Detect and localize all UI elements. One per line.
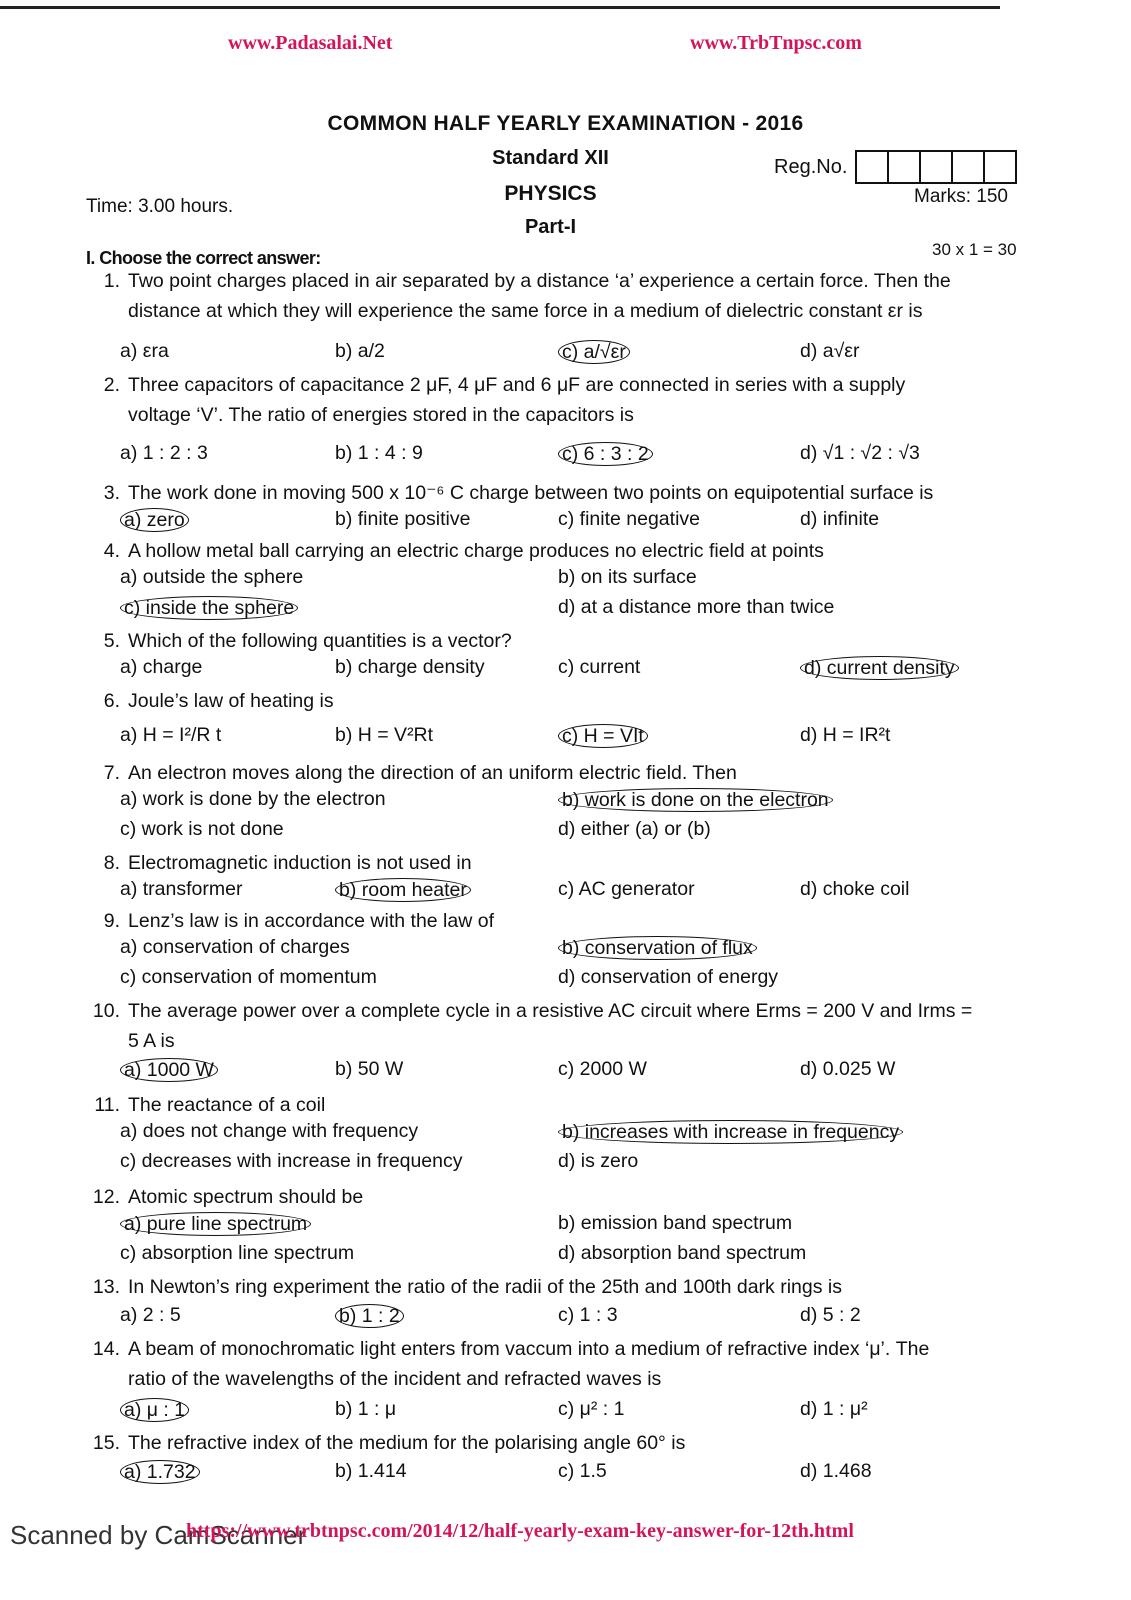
time-label: Time: 3.00 hours. [86, 196, 234, 217]
question-text: In Newton’s ring experiment the ratio of the radii of the 25th and 100th dark rings is [128, 1276, 842, 1298]
question [80, 266, 1040, 326]
reg-boxes [855, 150, 1017, 184]
option-c-selected: c) a/√εr [558, 340, 630, 364]
section-score: 30 x 1 = 30 [932, 240, 1017, 259]
options [120, 340, 1040, 370]
question-number: 15. [92, 1432, 120, 1454]
source-url-link[interactable]: https://www.trbtnpsc.com/2014/12/half-yearly-exam-key-answer-for-12th.html [186, 1520, 854, 1542]
option-d: d) 5 : 2 [800, 1304, 861, 1326]
option-b: b) 50 W [335, 1058, 404, 1080]
option-b: b) 1.414 [335, 1460, 407, 1482]
option-c: c) work is not done [120, 818, 284, 840]
option-b: b) emission band spectrum [558, 1212, 793, 1234]
option-b: b) finite positive [335, 508, 471, 530]
question-text: Joule’s law of heating is [128, 690, 334, 712]
option-d: d) 0.025 W [800, 1058, 896, 1080]
question-text-cont: distance at which they will experience the same force in a medium of dielectric constant εr is [128, 300, 923, 322]
option-b-selected: b) increases with increase in frequency [558, 1120, 903, 1144]
question-number: 4. [103, 540, 120, 562]
question-text: Electromagnetic induction is not used in [128, 852, 472, 874]
reg-number [774, 150, 1017, 184]
option-b: b) 1 : 4 : 9 [335, 442, 423, 464]
reg-box [985, 152, 1015, 182]
question [80, 536, 1040, 566]
question-text: Two point charges placed in air separated by a distance ‘a’ experience a certain force. Then the [128, 270, 951, 292]
options [120, 566, 1040, 596]
option-d-selected: d) current density [800, 656, 959, 680]
question [80, 848, 1040, 878]
question-number: 12. [92, 1186, 120, 1208]
option-a: a) H = I²/R t [120, 724, 222, 746]
standard-label: Standard XII [492, 147, 609, 169]
question-number: 1. [103, 270, 120, 292]
exam-title: COMMON HALF YEARLY EXAMINATION - 2016 [327, 112, 804, 135]
options [120, 966, 1040, 996]
option-a: a) 1 : 2 : 3 [120, 442, 208, 464]
option-d: d) conservation of energy [558, 966, 779, 988]
option-d: d) either (a) or (b) [558, 818, 711, 840]
options [120, 788, 1040, 818]
question-text: A beam of monochromatic light enters from vaccum into a medium of refractive index ‘μ’. The [128, 1338, 930, 1360]
question-number: 9. [103, 910, 120, 932]
option-b-selected: b) 1 : 2 [335, 1304, 404, 1328]
question-text: The refractive index of the medium for the polarising angle 60° is [128, 1432, 686, 1454]
options [120, 936, 1040, 966]
question-number: 10. [92, 1000, 120, 1022]
question [80, 1182, 1040, 1212]
option-c: c) 2000 W [558, 1058, 647, 1080]
options [120, 878, 1040, 908]
option-a-selected: a) zero [120, 508, 189, 532]
option-c: c) AC generator [558, 878, 695, 900]
options [120, 1460, 1040, 1490]
question-text-cont: 5 A is [128, 1030, 175, 1052]
question-text-cont: voltage ‘V’. The ratio of energies stored in the capacitors is [128, 404, 634, 426]
option-c: c) decreases with increase in frequency [120, 1150, 463, 1172]
question-number: 13. [92, 1276, 120, 1298]
reg-box [857, 152, 889, 182]
options [120, 818, 1040, 848]
question-text: The work done in moving 500 x 10⁻⁶ C charge between two points on equipotential surface is [128, 482, 934, 504]
reg-label: Reg.No. [774, 155, 848, 178]
option-a: a) conservation of charges [120, 936, 350, 958]
option-a: a) εra [120, 340, 169, 362]
question-text: Lenz’s law is in accordance with the law of [128, 910, 494, 932]
options [120, 724, 1040, 754]
option-b: b) H = V²Rt [335, 724, 434, 746]
trbtnpsc-link[interactable]: www.TrbTnpsc.com [690, 32, 862, 54]
option-c-selected: c) 6 : 3 : 2 [558, 442, 653, 466]
question-text: A hollow metal ball carrying an electric charge produces no electric field at points [128, 540, 824, 562]
question [80, 758, 1040, 788]
option-b-selected: b) work is done on the electron [558, 788, 833, 812]
options [120, 1212, 1040, 1242]
options [120, 1242, 1040, 1272]
option-c: c) current [558, 656, 641, 678]
option-b: b) charge density [335, 656, 485, 678]
question-number: 8. [103, 852, 120, 874]
option-a: a) transformer [120, 878, 243, 900]
options [120, 1058, 1040, 1088]
option-c-selected: c) inside the sphere [120, 596, 298, 620]
question [80, 478, 1040, 508]
question [80, 1428, 1040, 1458]
question [80, 1334, 1040, 1394]
option-c: c) 1 : 3 [558, 1304, 618, 1326]
question-text: Atomic spectrum should be [128, 1186, 364, 1208]
question [80, 1272, 1040, 1302]
question [80, 626, 1040, 656]
question-text: The average power over a complete cycle in a resistive AC circuit where Erms = 200 V and Irms = [128, 1000, 973, 1022]
reg-box [953, 152, 985, 182]
options [120, 1304, 1040, 1334]
question-number: 2. [103, 374, 120, 396]
part-label: Part-I [524, 216, 577, 238]
option-d: d) a√εr [800, 340, 860, 362]
option-a-selected: a) pure line spectrum [120, 1212, 311, 1236]
option-b-selected: b) conservation of flux [558, 936, 757, 960]
options [120, 1120, 1040, 1150]
option-c: c) 1.5 [558, 1460, 607, 1482]
question [80, 996, 1040, 1056]
section-instruction: I. Choose the correct answer: [86, 248, 321, 268]
option-d: d) H = IR²t [800, 724, 891, 746]
option-a: a) outside the sphere [120, 566, 304, 588]
question-text: Which of the following quantities is a vector? [128, 630, 512, 652]
question-text: An electron moves along the direction of an uniform electric field. Then [128, 762, 737, 784]
question-number: 11. [94, 1094, 120, 1116]
option-b-selected: b) room heater [335, 878, 471, 902]
question-number: 5. [103, 630, 120, 652]
top-border-line [0, 6, 1000, 9]
question [80, 1090, 1040, 1120]
option-d: d) 1.468 [800, 1460, 872, 1482]
question [80, 370, 1040, 430]
option-a: a) 2 : 5 [120, 1304, 181, 1326]
option-d: d) is zero [558, 1150, 639, 1172]
option-d: d) absorption band spectrum [558, 1242, 807, 1264]
options [120, 442, 1040, 472]
option-a-selected: a) μ : 1 [120, 1398, 189, 1422]
question-text: The reactance of a coil [128, 1094, 326, 1116]
question [80, 906, 1040, 936]
options [120, 656, 1040, 686]
reg-box [889, 152, 921, 182]
subject-label: PHYSICS [504, 182, 597, 205]
option-d: d) infinite [800, 508, 880, 530]
options [120, 1150, 1040, 1180]
option-c-selected: c) H = VIt [558, 724, 648, 748]
option-d: d) √1 : √2 : √3 [800, 442, 920, 464]
option-d: d) at a distance more than twice [558, 596, 835, 618]
option-d: d) choke coil [800, 878, 910, 900]
option-b: b) on its surface [558, 566, 697, 588]
option-a-selected: a) 1.732 [120, 1460, 200, 1484]
question-text: Three capacitors of capacitance 2 μF, 4 μF and 6 μF are connected in series with a supply [128, 374, 906, 396]
option-b: b) 1 : μ [335, 1398, 397, 1420]
options [120, 1398, 1040, 1428]
option-a-selected: a) 1000 W [120, 1058, 218, 1082]
option-d: d) 1 : μ² [800, 1398, 868, 1420]
question-number: 14. [92, 1338, 120, 1360]
question-text-cont: ratio of the wavelengths of the incident and refracted waves is [128, 1368, 662, 1390]
question-number: 3. [103, 482, 120, 504]
option-c: c) conservation of momentum [120, 966, 377, 988]
option-a: a) charge [120, 656, 203, 678]
reg-box [921, 152, 953, 182]
option-b: b) a/2 [335, 340, 385, 362]
padasalai-link[interactable]: www.Padasalai.Net [228, 32, 393, 54]
marks-label: Marks: 150 [914, 186, 1008, 207]
question [80, 686, 1040, 716]
question-number: 6. [103, 690, 120, 712]
option-c: c) absorption line spectrum [120, 1242, 355, 1264]
options [120, 596, 1040, 626]
option-a: a) work is done by the electron [120, 788, 386, 810]
option-c: c) finite negative [558, 508, 700, 530]
option-a: a) does not change with frequency [120, 1120, 419, 1142]
options [120, 508, 1040, 538]
scanner-watermark: Scanned by CamScanner [10, 1520, 307, 1550]
option-c: c) μ² : 1 [558, 1398, 625, 1420]
question-number: 7. [103, 762, 120, 784]
